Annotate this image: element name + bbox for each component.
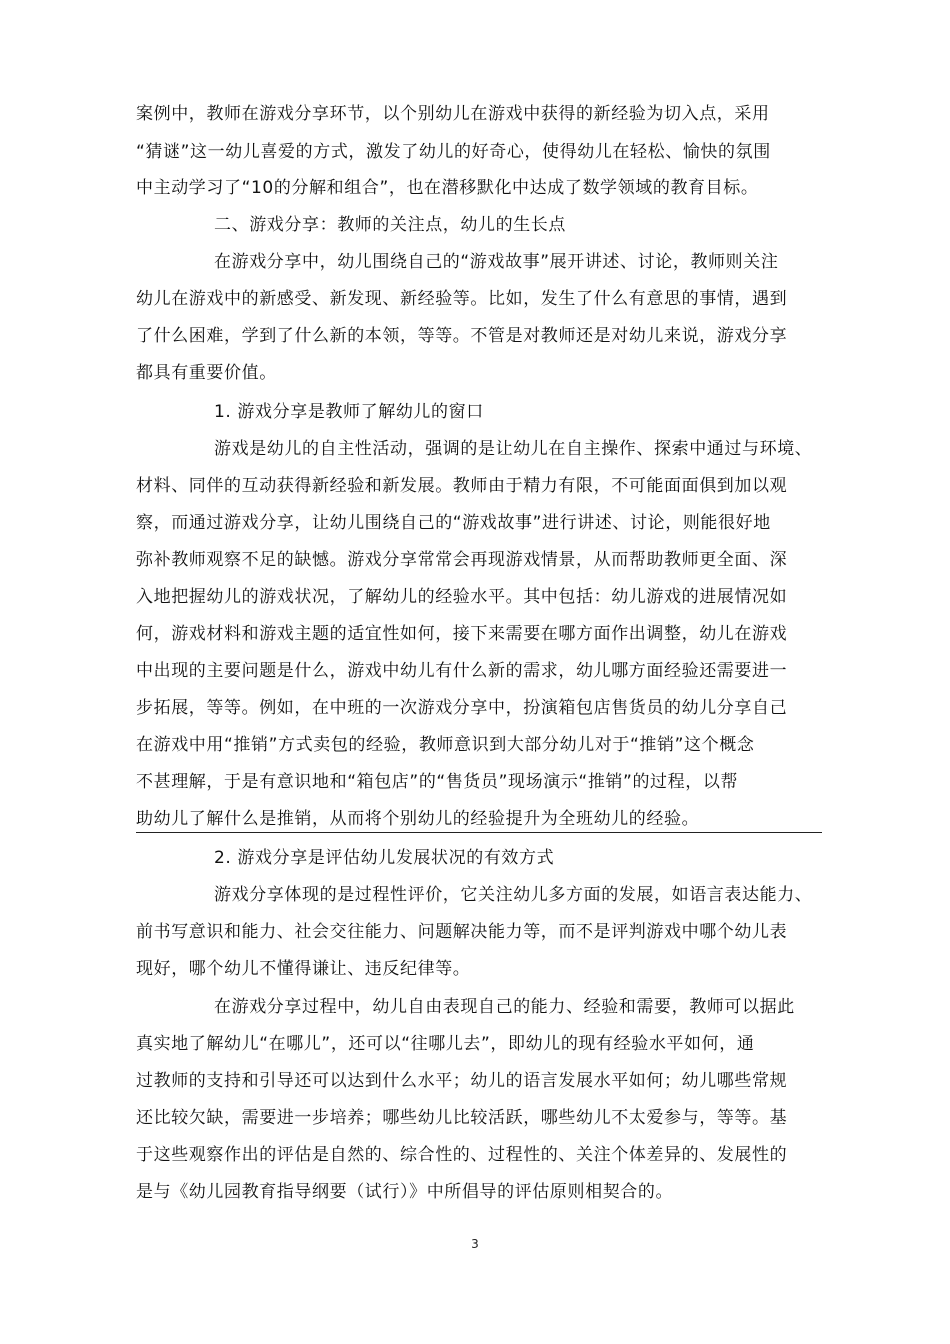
text-line: 案例中，教师在游戏分享环节，以个别幼儿在游戏中获得的新经验为切入点，采用 — [136, 104, 770, 124]
page-number: 3 — [471, 1237, 479, 1251]
text-line: 都具有重要价值。 — [136, 363, 277, 383]
text-line: 入地把握幼儿的游戏状况，了解幼儿的经验水平。其中包括：幼儿游戏的进展情况如 — [136, 587, 788, 607]
text-line: 是与《幼儿园教育指导纲要（试行）》中所倡导的评估原则相契合的。 — [136, 1182, 674, 1202]
text-line: 真实地了解幼儿“在哪儿”，还可以“往哪儿去”，即幼儿的现有经验水平如何，通 — [136, 1034, 755, 1054]
text-line: 于这些观察作出的评估是自然的、综合性的、过程性的、关注个体差异的、发展性的 — [136, 1145, 788, 1165]
text-line: 中出现的主要问题是什么，游戏中幼儿有什么新的需求，幼儿哪方面经验还需要进一 — [136, 661, 788, 681]
text-line: 在游戏中用“推销”方式卖包的经验，教师意识到大部分幼儿对于“推销”这个概念 — [136, 735, 755, 755]
text-line: “猜谜”这一幼儿喜爱的方式，激发了幼儿的好奇心，使得幼儿在轻松、愉快的氛围 — [136, 142, 771, 162]
text-line: 何，游戏材料和游戏主题的适宜性如何，接下来需要在哪方面作出调整，幼儿在游戏 — [136, 624, 788, 644]
text-line: 察，而通过游戏分享，让幼儿围绕自己的“游戏故事”进行讲述、讨论，则能很好地 — [136, 513, 771, 533]
text-line: 现好，哪个幼儿不懂得谦让、违反纪律等。 — [136, 959, 471, 979]
text-line: 助幼儿了解什么是推销，从而将个别幼儿的经验提升为全班幼儿的经验。 — [136, 809, 700, 829]
horizontal-divider — [136, 832, 822, 833]
text-line: 步拓展，等等。例如，在中班的一次游戏分享中，扮演箱包店售货员的幼儿分享自己 — [136, 698, 788, 718]
text-line: 中主动学习了“10的分解和组合”，也在潜移默化中达成了数学领域的教育目标。 — [136, 178, 759, 198]
text-line: 了什么困难，学到了什么新的本领，等等。不管是对教师还是对幼儿来说，游戏分享 — [136, 326, 788, 346]
text-line: 前书写意识和能力、社会交往能力、问题解决能力等，而不是评判游戏中哪个幼儿表 — [136, 922, 788, 942]
text-line: 在游戏分享中，幼儿围绕自己的“游戏故事”展开讲述、讨论，教师则关注 — [214, 252, 779, 272]
text-line: 还比较欠缺，需要进一步培养；哪些幼儿比较活跃，哪些幼儿不太爱参与，等等。基 — [136, 1108, 788, 1128]
text-line: 过教师的支持和引导还可以达到什么水平；幼儿的语言发展水平如何；幼儿哪些常规 — [136, 1071, 788, 1091]
subsection-heading: 2. 游戏分享是评估幼儿发展状况的有效方式 — [214, 848, 555, 868]
text-line: 游戏分享体现的是过程性评价，它关注幼儿多方面的发展，如语言表达能力、 — [214, 885, 813, 905]
text-line: 材料、同伴的互动获得新经验和新发展。教师由于精力有限，不可能面面俱到加以观 — [136, 476, 788, 496]
text-line: 在游戏分享过程中，幼儿自由表现自己的能力、经验和需要，教师可以据此 — [214, 997, 795, 1017]
subsection-heading: 1. 游戏分享是教师了解幼儿的窗口 — [214, 402, 484, 422]
section-heading: 二、游戏分享：教师的关注点，幼儿的生长点 — [214, 215, 566, 235]
text-line: 幼儿在游戏中的新感受、新发现、新经验等。比如，发生了什么有意思的事情，遇到 — [136, 289, 788, 309]
text-line: 弥补教师观察不足的缺憾。游戏分享常常会再现游戏情景，从而帮助教师更全面、深 — [136, 550, 788, 570]
text-line: 游戏是幼儿的自主性活动，强调的是让幼儿在自主操作、探索中通过与环境、 — [214, 439, 813, 459]
text-line: 不甚理解，于是有意识地和“箱包店”的“售货员”现场演示“推销”的过程，以帮 — [136, 772, 739, 792]
